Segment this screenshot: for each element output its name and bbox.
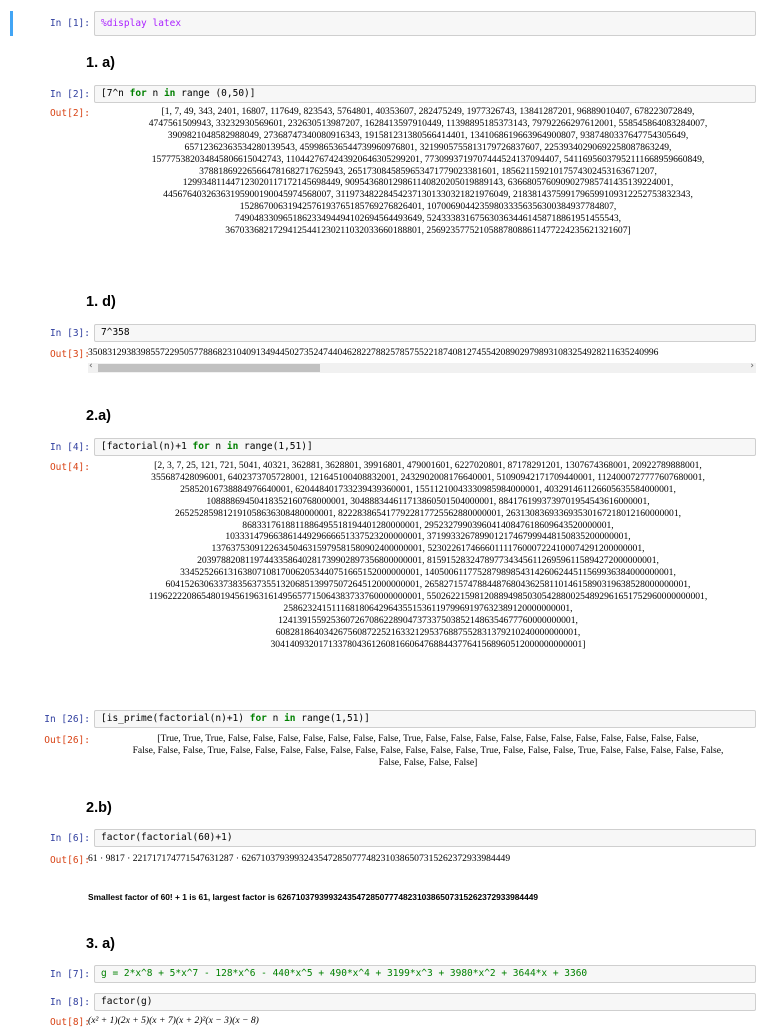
code-part: [factorial(n)+1 [101, 441, 193, 452]
output-powers-of-7 [88, 106, 768, 237]
output-line: 3909821048582988049, 27368747340080916343, 191581231380566414401, 1341068619663964900807, 9387480337647754305649, [167, 129, 689, 141]
code-text: factor(factorial(60)+1) [101, 832, 233, 843]
cell-1[interactable] [10, 11, 758, 36]
cell-3[interactable] [10, 324, 758, 342]
output-line: 10888869450418352160768000001, 304888344611713860501504000001, 8841761993739701954543616000001, [206, 495, 650, 507]
output-line: 129934811447123020117172145698449, 909543680129861140820205019889143, 6366805760909027985741435139224001, [182, 177, 674, 189]
output-line: 4747561509943, 33232930569601, 232630513987207, 1628413597910449, 11398895185373143, 79792266297612001, 558545864083284007, [148, 117, 708, 129]
code-text: factor(g) [101, 996, 153, 1007]
heading-2a: 2.a) [86, 408, 111, 424]
output-line: 8683317618811886495518194401280000001, 295232799039604140847618609643520000001, [242, 519, 614, 531]
code-part: range(1,51)] [295, 713, 370, 724]
input-prompt: In [1]: [49, 18, 90, 29]
output-line: False, False, False, True, False, False, False, False, False, False, False, False, False, False, True, False, False, False, True, False, False, False, False, False, [132, 744, 724, 756]
input-prompt: In [4]: [49, 442, 90, 453]
code-part: n [209, 441, 227, 452]
output-prompt: Out[8]: [49, 1017, 90, 1028]
output-line: 119622220865480194561963161495657715064383733760000000001, 5502622159812088949850305428800254892961651752960000000001, [148, 590, 708, 602]
output-line: [True, True, True, False, False, False, False, False, False, False, True, False, False, False, False, False, False, False, False, False, False, False, [157, 733, 699, 744]
keyword-in: in [284, 713, 296, 724]
keyword-in: in [163, 88, 176, 99]
code-input[interactable] [94, 965, 756, 983]
cell-2[interactable] [10, 85, 758, 103]
output-factor-g: (x² + 1)(2x + 5)(x + 7)(x + 2)²(x − 3)(x − 8) [88, 1015, 259, 1026]
output-line: [2, 3, 7, 25, 121, 721, 5041, 40321, 362881, 3628801, 39916801, 479001601, 6227020801, 87178291201, 1307674368001, 20922789888001, [154, 460, 702, 471]
code-part: range(1,51)] [238, 441, 313, 452]
output-line: 30414093201713378043612608166064768844377641568960512000000000001] [270, 638, 586, 650]
input-prompt: In [7]: [49, 969, 90, 980]
scrollbar-thumb[interactable] [98, 364, 320, 372]
code-text: 7^358 [101, 327, 130, 338]
horizontal-scrollbar[interactable] [88, 363, 756, 373]
factor-note: Smallest factor of 60! + 1 is 61, largest factor is 62671037939932435472850777482310386507315262372933984449 [88, 892, 539, 902]
output-is-prime-list [88, 733, 768, 769]
code-input[interactable] [94, 993, 756, 1011]
keyword-for: for [249, 713, 267, 724]
input-prompt: In [26]: [44, 714, 90, 725]
output-line: 13763753091226345046315979581580902400000001, 523022617466601111760007224100074291200000001, [211, 543, 645, 555]
code-text: %display latex [101, 18, 182, 29]
output-prompt: Out[4]: [49, 462, 90, 473]
output-line: 10333147966386144929666651337523200000001, 371993326789901217467999448150835200000001, [225, 531, 631, 543]
cell-6[interactable] [10, 829, 758, 847]
output-line: 36703368217294125441230211032033660188801, 256923577521058878088611477224235621321607] [225, 225, 631, 237]
code-input[interactable] [94, 710, 756, 728]
code-input[interactable] [94, 85, 756, 103]
code-input[interactable] [94, 324, 756, 342]
output-line: [1, 7, 49, 343, 2401, 16807, 117649, 823543, 5764801, 40353607, 282475249, 1977326743, 13841287201, 96889010407, 678223072849, [161, 106, 695, 117]
output-factorization-60: 61 · 9817 · 221717174771547631287 · 62671037939932435472850777482310386507315262372933984449 [88, 853, 511, 864]
cell-8[interactable] [10, 993, 758, 1011]
heading-1d: 1. d) [86, 294, 116, 310]
scroll-right-icon[interactable]: › [750, 361, 754, 371]
heading-3a: 3. a) [86, 936, 116, 952]
output-line: 157775382034845806615042743, 1104427674243920646305299201, 7730993719707444524137094407, 54116956037952111668959660849, [151, 153, 705, 165]
output-line: 44567640326363195900190045974568007, 311973482284542371301330321821976049, 2183814375991796599109312252753832343, [163, 189, 693, 201]
output-line: 15286700631942576193765185769276826401, 107006904423598033356356300384937784807, [239, 201, 617, 213]
cell-7[interactable] [10, 965, 758, 983]
output-line: 378818692265664781682717625943, 2651730845859653471779023381601, 18562115921017574302453163671207, [199, 165, 657, 177]
output-factorial-plus-one [88, 460, 768, 651]
output-line: 33452526613163807108170062053440751665152000000001, 1405006117752879898543142606244511569936384000000001, [180, 567, 676, 579]
heading-1a: 1. a) [86, 55, 116, 71]
input-prompt: In [2]: [49, 89, 90, 100]
code-input[interactable] [94, 438, 756, 456]
input-prompt: In [3]: [49, 328, 90, 339]
heading-2b: 2.b) [86, 800, 112, 816]
output-prompt: Out[26]: [44, 735, 90, 746]
output-line: 749048330965186233494494102694564493649, 5243338316756303634461458718861951455543, [234, 213, 622, 225]
code-part: n [146, 88, 164, 99]
output-prompt: Out[6]: [49, 855, 90, 866]
output-line: 608281864034267560872252163321295376887552831379210240000000001, [275, 626, 581, 638]
output-line: 65712362363534280139543, 459986536544739960976801, 3219905755813179726837607, 22539340290692258087863249, [184, 141, 672, 153]
input-prompt: In [8]: [49, 997, 90, 1008]
cell-26[interactable] [10, 710, 758, 728]
output-line: 258623241511168180642964355153611979969197632389120000000001, [283, 602, 573, 614]
cell-4[interactable] [10, 438, 758, 456]
keyword-for: for [129, 88, 147, 99]
code-part: range (0,50)] [175, 88, 256, 99]
output-prompt: Out[2]: [49, 108, 90, 119]
output-7-power-358: 35083129383985572295057788682310409134944502735247440462822788257857552218740812745542089029798931083254928211635240996 [88, 347, 659, 358]
keyword-in: in [226, 441, 239, 452]
code-part: n [266, 713, 285, 724]
output-line: 20397882081197443358640281739902897356800000001, 815915283247897734345611269596115894272000000001, [197, 555, 659, 567]
code-part: [7^n [101, 88, 130, 99]
output-line: 12413915592536072670862289047373375038521486354677760000000001, [278, 614, 578, 626]
output-line: 60415263063373835637355132068513997507264512000000001, 2658271574788448768043625811014615890319638528000000001, [165, 579, 691, 591]
scroll-left-icon[interactable]: ‹ [89, 361, 93, 371]
code-text: g = 2*x^8 + 5*x^7 - 128*x^6 - 440*x^5 + 490*x^4 + 3199*x^3 + 3980*x^2 + 3644*x + 3360 [101, 968, 588, 979]
code-part: [is_prime(factorial(n)+1) [101, 713, 250, 724]
output-line: 265252859812191058636308480000001, 8222838654177922817725562880000001, 263130836933693530167218012160000001, [174, 507, 682, 519]
code-input[interactable] [94, 11, 756, 36]
output-prompt: Out[3]: [49, 349, 90, 360]
keyword-for: for [192, 441, 210, 452]
input-prompt: In [6]: [49, 833, 90, 844]
output-line: 355687428096001, 6402373705728001, 121645100408832001, 2432902008176640001, 51090942171709440001, 1124000727777607680001, [151, 471, 705, 483]
code-input[interactable] [94, 829, 756, 847]
output-line: False, False, False, False] [378, 756, 478, 768]
output-line: 25852016738884976640001, 620448401733239439360001, 15511210043330985984000001, 403291461126605635584000001, [180, 483, 676, 495]
